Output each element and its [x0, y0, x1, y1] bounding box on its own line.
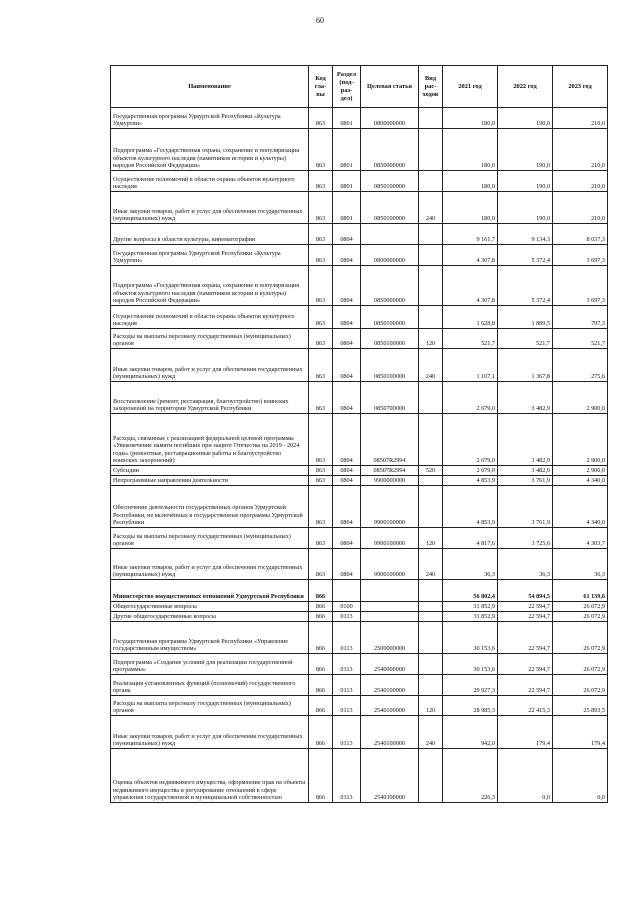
row-amount-2023: 4 340,0 — [553, 486, 608, 528]
row-name — [111, 528, 309, 549]
row-expense-type — [419, 602, 443, 612]
row-chapter-code: 863 — [309, 129, 333, 171]
row-target-article: 0850100000 — [361, 306, 419, 329]
row-expense-type — [419, 476, 443, 486]
row-section-code: 0113 — [333, 716, 361, 749]
row-section-code: 0804 — [333, 306, 361, 329]
table-row — [111, 486, 608, 528]
row-target-article: 2540000000 — [361, 654, 419, 675]
row-target-article: 08507R2994 — [361, 466, 419, 476]
table-row — [111, 466, 608, 476]
row-name-text: Общегосударственные вопросы — [113, 603, 197, 611]
row-expense-type — [419, 486, 443, 528]
row-amount-2022: 3 761,9 — [498, 486, 553, 528]
row-section-code: 0804 — [333, 414, 361, 466]
table-row — [111, 549, 608, 580]
row-section-code: 0804 — [333, 245, 361, 266]
row-amount-2021: 29 927,3 — [443, 675, 498, 696]
row-amount-2021: 1 107,1 — [443, 349, 498, 382]
row-name — [111, 329, 309, 349]
table-row — [111, 245, 608, 266]
row-section-code: 0804 — [333, 329, 361, 349]
row-amount-2021: 4 307,8 — [443, 245, 498, 266]
row-chapter-code: 863 — [309, 306, 333, 329]
row-amount-2023: 210,0 — [553, 171, 608, 192]
row-expense-type — [419, 675, 443, 696]
table-row — [111, 129, 608, 171]
row-amount-2021: 56 802,4 — [443, 580, 498, 602]
row-target-article: 0850000000 — [361, 266, 419, 306]
row-chapter-code: 866 — [309, 580, 333, 602]
table-row — [111, 602, 608, 612]
row-name-text: Иные закупки товаров, работ и услуг для обеспечения государственных (муниципальных) нужд — [113, 732, 303, 748]
row-section-code: 0113 — [333, 749, 361, 803]
row-amount-2021: 30 153,6 — [443, 622, 498, 654]
row-chapter-code: 863 — [309, 528, 333, 549]
row-target-article: 0850100000 — [361, 329, 419, 349]
row-target-article: 9900000000 — [361, 476, 419, 486]
row-expense-type — [419, 245, 443, 266]
row-amount-2021: 4 853,9 — [443, 476, 498, 486]
row-target-article — [361, 612, 419, 622]
row-amount-2022: 190,0 — [498, 171, 553, 192]
row-name — [111, 466, 309, 476]
row-name — [111, 675, 309, 696]
row-name — [111, 349, 309, 382]
table-row — [111, 528, 608, 549]
row-name — [111, 654, 309, 675]
row-name-text: Расходы, связанные с реализацией федеральной целевой программы «Увековечение памяти погибших при защите Отечества на 2019 - 2024 годы» (ремонтные, реставрационные работы и благоустройство воинских захоронений) — [113, 434, 300, 465]
row-name — [111, 266, 309, 306]
row-amount-2022: 22 594,7 — [498, 612, 553, 622]
row-amount-2022: 179,4 — [498, 716, 553, 749]
row-expense-type: 240 — [419, 349, 443, 382]
row-name-text: Иные закупки товаров, работ и услуг для обеспечения государственных (муниципальных) нужд — [113, 563, 303, 579]
row-amount-2022: 3 482,9 — [498, 414, 553, 466]
row-amount-2022: 3 725,6 — [498, 528, 553, 549]
row-target-article: 2500000000 — [361, 622, 419, 654]
row-name-text: Осуществление полномочий в области охраны объектов культурного наследия — [113, 312, 295, 328]
table-row — [111, 622, 608, 654]
row-chapter-code: 863 — [309, 476, 333, 486]
row-amount-2023: 3 697,3 — [553, 266, 608, 306]
row-amount-2022: 190,0 — [498, 129, 553, 171]
row-amount-2021: 4 853,9 — [443, 486, 498, 528]
table-row — [111, 696, 608, 716]
row-section-code — [333, 580, 361, 602]
row-amount-2021: 2 679,0 — [443, 466, 498, 476]
row-expense-type: 120 — [419, 528, 443, 549]
row-amount-2023: 179,4 — [553, 716, 608, 749]
row-amount-2023: 36,3 — [553, 549, 608, 580]
row-amount-2021: 2 679,0 — [443, 382, 498, 414]
row-target-article — [361, 224, 419, 245]
row-amount-2021: 9 161,7 — [443, 224, 498, 245]
row-chapter-code: 866 — [309, 602, 333, 612]
row-name-text: Иные закупки товаров, работ и услуг для обеспечения государственных (муниципальных) нужд — [113, 365, 303, 381]
row-amount-2023: 2 900,0 — [553, 414, 608, 466]
row-section-code: 0801 — [333, 192, 361, 224]
row-section-code: 0804 — [333, 382, 361, 414]
row-chapter-code: 863 — [309, 266, 333, 306]
row-expense-type — [419, 382, 443, 414]
row-amount-2023: 26 072,9 — [553, 675, 608, 696]
row-amount-2023: 275,6 — [553, 349, 608, 382]
table-row — [111, 580, 608, 602]
header-2021: 2021 год — [443, 66, 498, 108]
row-amount-2021: 36,3 — [443, 549, 498, 580]
row-name — [111, 749, 309, 803]
row-chapter-code: 863 — [309, 349, 333, 382]
row-target-article: 0850700000 — [361, 382, 419, 414]
row-amount-2021: 180,0 — [443, 171, 498, 192]
row-target-article: 9900100000 — [361, 486, 419, 528]
row-expense-type: 520 — [419, 466, 443, 476]
row-amount-2021: 4 817,6 — [443, 528, 498, 549]
row-expense-type — [419, 171, 443, 192]
row-amount-2022: 3 482,9 — [498, 466, 553, 476]
row-name-text: Субсидии — [113, 467, 139, 475]
row-amount-2023: 8 037,3 — [553, 224, 608, 245]
row-chapter-code: 866 — [309, 716, 333, 749]
row-section-code: 0804 — [333, 266, 361, 306]
row-name — [111, 476, 309, 486]
row-target-article: 0850100000 — [361, 171, 419, 192]
row-target-article: 0850100000 — [361, 349, 419, 382]
table-row — [111, 171, 608, 192]
row-amount-2022: 521,7 — [498, 329, 553, 349]
row-chapter-code: 863 — [309, 382, 333, 414]
row-section-code: 0804 — [333, 486, 361, 528]
row-section-code: 0113 — [333, 622, 361, 654]
row-section-code: 0804 — [333, 349, 361, 382]
row-expense-type — [419, 414, 443, 466]
row-name — [111, 382, 309, 414]
row-expense-type: 240 — [419, 549, 443, 580]
table-row — [111, 192, 608, 224]
row-section-code: 0801 — [333, 129, 361, 171]
row-section-code: 0801 — [333, 108, 361, 129]
row-amount-2021: 180,0 — [443, 129, 498, 171]
table-row — [111, 716, 608, 749]
row-amount-2022: 5 372,4 — [498, 245, 553, 266]
row-chapter-code: 863 — [309, 329, 333, 349]
row-target-article: 9900100000 — [361, 549, 419, 580]
row-amount-2021: 4 307,8 — [443, 266, 498, 306]
row-amount-2023: 0,0 — [553, 749, 608, 803]
row-amount-2023: 26 072,9 — [553, 622, 608, 654]
row-expense-type — [419, 224, 443, 245]
row-chapter-code: 863 — [309, 414, 333, 466]
row-name-text: Другие вопросы в области культуры, кинематографии — [113, 236, 256, 244]
row-amount-2023: 61 139,6 — [553, 580, 608, 602]
row-expense-type — [419, 654, 443, 675]
row-chapter-code: 866 — [309, 675, 333, 696]
table-row — [111, 382, 608, 414]
table-row — [111, 675, 608, 696]
row-amount-2023: 210,0 — [553, 108, 608, 129]
row-expense-type — [419, 749, 443, 803]
row-amount-2023: 3 697,3 — [553, 245, 608, 266]
row-chapter-code: 863 — [309, 224, 333, 245]
row-amount-2022: 190,0 — [498, 108, 553, 129]
row-amount-2021: 28 985,3 — [443, 696, 498, 716]
header-name: Наименование — [111, 66, 309, 108]
row-name — [111, 580, 309, 602]
row-expense-type: 240 — [419, 192, 443, 224]
row-amount-2022: 5 372,4 — [498, 266, 553, 306]
row-section-code: 0113 — [333, 675, 361, 696]
row-name-text: Обеспечение деятельности государственных органов Удмуртской Республики, не включённых в государственные программы Удмуртской Республики — [113, 504, 303, 527]
row-name-text: Непрограммные направления деятельности — [113, 477, 228, 485]
row-name — [111, 245, 309, 266]
row-target-article: 0850000000 — [361, 129, 419, 171]
row-name-text: Расходы на выплаты персоналу государственных (муниципальных) органов — [113, 332, 291, 348]
row-chapter-code: 866 — [309, 622, 333, 654]
row-amount-2021: 942,0 — [443, 716, 498, 749]
row-name — [111, 549, 309, 580]
table-body — [111, 108, 608, 803]
row-amount-2022: 54 894,5 — [498, 580, 553, 602]
header-section: Раздел (под- раз- дел) — [333, 66, 361, 108]
row-amount-2023: 4 340,0 — [553, 476, 608, 486]
row-amount-2021: 180,0 — [443, 108, 498, 129]
row-expense-type — [419, 622, 443, 654]
row-amount-2023: 210,0 — [553, 129, 608, 171]
table-row — [111, 349, 608, 382]
row-amount-2023: 25 893,5 — [553, 696, 608, 716]
table-row — [111, 749, 608, 803]
header-2022: 2022 год — [498, 66, 553, 108]
row-expense-type — [419, 129, 443, 171]
row-amount-2023: 2 900,0 — [553, 466, 608, 476]
row-amount-2022: 22 415,3 — [498, 696, 553, 716]
header-target: Целевая статья — [361, 66, 419, 108]
row-name-text: Подпрограмма «Создание условий для реализации государственной программы» — [113, 658, 293, 674]
row-amount-2021: 2 679,0 — [443, 414, 498, 466]
row-name-text: Государственная программа Удмуртской Республики «Культура Удмуртии» — [113, 249, 281, 265]
row-chapter-code: 863 — [309, 245, 333, 266]
row-chapter-code: 866 — [309, 749, 333, 803]
row-target-article: 2540100000 — [361, 716, 419, 749]
row-target-article — [361, 602, 419, 612]
row-name — [111, 192, 309, 224]
row-name-text: Министерство имущественных отношений Удмуртской Республики — [113, 593, 304, 601]
row-amount-2022: 22 594,7 — [498, 622, 553, 654]
row-chapter-code: 863 — [309, 108, 333, 129]
row-chapter-code: 866 — [309, 696, 333, 716]
row-name-text: Государственная программа Удмуртской Республики «Культура Удмуртии» — [113, 112, 281, 128]
row-amount-2023: 797,3 — [553, 306, 608, 329]
row-target-article: 2540100000 — [361, 696, 419, 716]
row-section-code: 0804 — [333, 466, 361, 476]
row-name-text: Реализация установленных функций (полномочий) государственного органа — [113, 679, 296, 695]
row-amount-2023: 26 072,9 — [553, 612, 608, 622]
row-name — [111, 602, 309, 612]
table-row — [111, 654, 608, 675]
row-section-code: 0804 — [333, 549, 361, 580]
row-expense-type — [419, 580, 443, 602]
row-name-text: Расходы на выплаты персоналу государственных (муниципальных) органов — [113, 532, 291, 548]
row-amount-2023: 210,0 — [553, 192, 608, 224]
row-amount-2022: 9 134,3 — [498, 224, 553, 245]
header-type: Вид рас- ходов — [419, 66, 443, 108]
row-amount-2022: 1 367,8 — [498, 349, 553, 382]
row-chapter-code: 863 — [309, 486, 333, 528]
table-row — [111, 266, 608, 306]
row-expense-type: 120 — [419, 329, 443, 349]
row-amount-2021: 226,3 — [443, 749, 498, 803]
row-name — [111, 622, 309, 654]
table-header-row — [111, 66, 608, 108]
row-amount-2023: 2 900,0 — [553, 382, 608, 414]
row-section-code: 0804 — [333, 476, 361, 486]
row-target-article: 0800000000 — [361, 245, 419, 266]
row-name-text: Расходы на выплаты персоналу государственных (муниципальных) органов — [113, 699, 291, 715]
row-target-article: 2540300000 — [361, 749, 419, 803]
row-amount-2022: 1 889,5 — [498, 306, 553, 329]
row-section-code: 0113 — [333, 612, 361, 622]
row-amount-2021: 180,0 — [443, 192, 498, 224]
row-name-text: Другие общегосударственные вопросы — [113, 613, 216, 621]
row-amount-2022: 22 594,7 — [498, 675, 553, 696]
page-number: 60 — [316, 16, 324, 25]
row-name-text: Подпрограмма «Государственная охрана, сохранение и популяризация объектов культурного наследия (памятников истории и культуры) народов Российской Федерации» — [113, 282, 300, 305]
row-expense-type — [419, 108, 443, 129]
row-amount-2023: 4 303,7 — [553, 528, 608, 549]
row-expense-type — [419, 306, 443, 329]
header-2023: 2023 год — [553, 66, 608, 108]
row-amount-2021: 521,7 — [443, 329, 498, 349]
row-amount-2021: 31 852,9 — [443, 602, 498, 612]
row-section-code: 0804 — [333, 224, 361, 245]
row-amount-2022: 3 482,9 — [498, 382, 553, 414]
row-amount-2022: 22 594,7 — [498, 654, 553, 675]
row-amount-2022: 190,0 — [498, 192, 553, 224]
row-amount-2021: 31 852,9 — [443, 612, 498, 622]
table-row — [111, 414, 608, 466]
table-row — [111, 306, 608, 329]
row-name-text: Государственная программа Удмуртской Республики «Управление государственным имуществом» — [113, 637, 288, 653]
row-section-code: 0100 — [333, 602, 361, 612]
row-name — [111, 486, 309, 528]
row-name-text: Восстановление (ремонт, реставрация, благоустройство) воинских захоронений на территории Удмуртской Республики — [113, 397, 289, 413]
row-amount-2023: 26 072,9 — [553, 654, 608, 675]
row-target-article: 08507R2994 — [361, 414, 419, 466]
row-section-code: 0801 — [333, 171, 361, 192]
row-expense-type — [419, 612, 443, 622]
row-name — [111, 108, 309, 129]
row-name — [111, 696, 309, 716]
table-row — [111, 108, 608, 129]
row-amount-2022: 0,0 — [498, 749, 553, 803]
budget-table — [110, 65, 608, 803]
row-expense-type: 120 — [419, 696, 443, 716]
table-row — [111, 224, 608, 245]
row-chapter-code: 863 — [309, 192, 333, 224]
row-expense-type: 240 — [419, 716, 443, 749]
row-amount-2021: 1 628,8 — [443, 306, 498, 329]
row-amount-2023: 521,7 — [553, 329, 608, 349]
row-section-code: 0113 — [333, 654, 361, 675]
row-chapter-code: 863 — [309, 171, 333, 192]
table-row — [111, 476, 608, 486]
row-section-code: 0113 — [333, 696, 361, 716]
row-name-text: Подпрограмма «Государственная охрана, сохранение и популяризация объектов культурного наследия (памятников истории и культуры) народов Российской Федерации» — [113, 147, 300, 170]
row-target-article: 0800000000 — [361, 108, 419, 129]
row-name-text: Оценка объектов недвижимого имущества, оформление прав на объекты недвижимого имущества и регулирование отношений в сфере управления государственной и муниципальной собственностью — [113, 779, 306, 802]
row-name — [111, 224, 309, 245]
row-name-text: Осуществление полномочий в области охраны объектов культурного наследия — [113, 175, 295, 191]
row-name — [111, 171, 309, 192]
row-target-article: 0850100000 — [361, 192, 419, 224]
row-name — [111, 612, 309, 622]
header-code: Код гла- вы — [309, 66, 333, 108]
row-amount-2022: 3 761,9 — [498, 476, 553, 486]
row-amount-2021: 30 153,6 — [443, 654, 498, 675]
row-amount-2023: 26 072,9 — [553, 602, 608, 612]
row-amount-2022: 36,3 — [498, 549, 553, 580]
row-chapter-code: 866 — [309, 654, 333, 675]
row-name — [111, 716, 309, 749]
row-section-code: 0804 — [333, 528, 361, 549]
row-name-text: Иные закупки товаров, работ и услуг для обеспечения государственных (муниципальных) нужд — [113, 207, 303, 223]
row-target-article: 9900100000 — [361, 528, 419, 549]
table-row — [111, 612, 608, 622]
table-row — [111, 329, 608, 349]
row-amount-2022: 22 594,7 — [498, 602, 553, 612]
row-name — [111, 129, 309, 171]
row-name — [111, 306, 309, 329]
row-chapter-code: 863 — [309, 466, 333, 476]
row-target-article — [361, 580, 419, 602]
row-expense-type — [419, 266, 443, 306]
row-chapter-code: 863 — [309, 549, 333, 580]
row-chapter-code: 866 — [309, 612, 333, 622]
row-name — [111, 414, 309, 466]
row-target-article: 2540100000 — [361, 675, 419, 696]
